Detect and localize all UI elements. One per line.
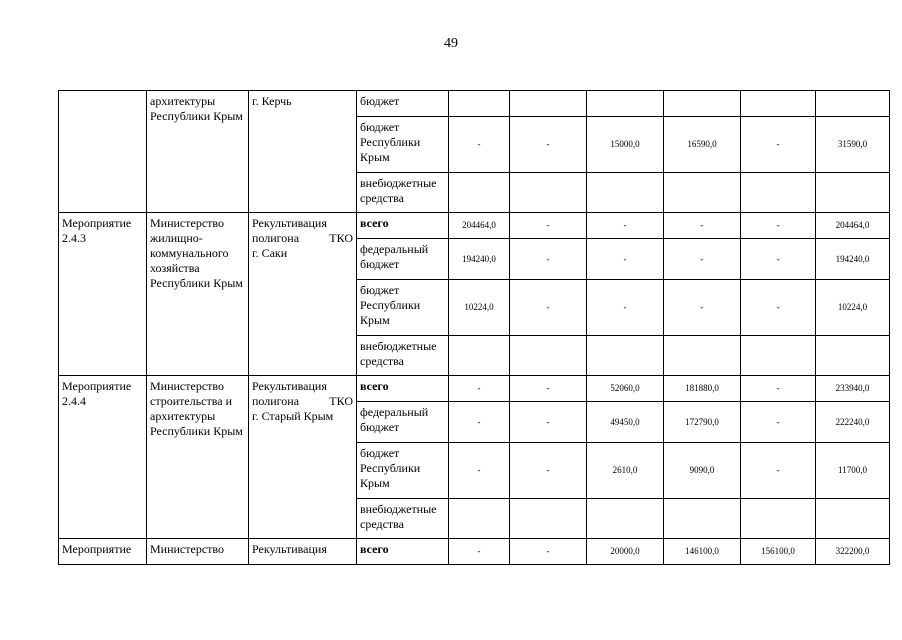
- value-cell: 10224,0: [816, 280, 890, 336]
- object-line: г. Саки: [252, 246, 288, 260]
- value-cell: -: [449, 539, 510, 565]
- value-cell: [664, 173, 741, 213]
- source-cell: федеральный бюджет: [357, 402, 449, 443]
- value-cell: 194240,0: [449, 239, 510, 280]
- source-cell: бюджет Республики Крым: [357, 280, 449, 336]
- value-cell: [664, 499, 741, 539]
- value-cell: -: [741, 376, 816, 402]
- value-cell: -: [510, 239, 587, 280]
- source-cell: бюджет: [357, 91, 449, 117]
- value-cell: 156100,0: [741, 539, 816, 565]
- value-cell: -: [664, 213, 741, 239]
- org-cell: Министерство строительства и архитектуры Республики Крым: [147, 376, 249, 539]
- value-cell: [587, 336, 664, 376]
- value-cell: -: [449, 376, 510, 402]
- event-cell: Мероприятие 2.4.3: [59, 213, 147, 376]
- value-cell: [510, 91, 587, 117]
- value-cell: [587, 499, 664, 539]
- value-cell: -: [741, 280, 816, 336]
- source-cell: внебюджетные средства: [357, 336, 449, 376]
- value-cell: -: [741, 117, 816, 173]
- object-cell: [249, 376, 357, 539]
- source-cell: всего: [357, 539, 449, 565]
- value-cell: -: [510, 376, 587, 402]
- value-cell: [587, 173, 664, 213]
- value-cell: -: [449, 402, 510, 443]
- value-cell: 204464,0: [449, 213, 510, 239]
- value-cell: -: [510, 117, 587, 173]
- object-line: Рекультивация: [252, 379, 327, 393]
- value-cell: [741, 173, 816, 213]
- page-number: 49: [444, 36, 458, 51]
- funding-table: [58, 90, 890, 565]
- value-cell: -: [449, 117, 510, 173]
- value-cell: 2610,0: [587, 443, 664, 499]
- source-cell: внебюджетные средства: [357, 173, 449, 213]
- value-cell: -: [449, 443, 510, 499]
- org-cell: Министерство жилищно-коммунального хозяйства Республики Крым: [147, 213, 249, 376]
- value-cell: 9090,0: [664, 443, 741, 499]
- object-line: полигона ТКО: [252, 394, 353, 408]
- value-cell: 233940,0: [816, 376, 890, 402]
- value-cell: -: [510, 539, 587, 565]
- value-cell: [449, 173, 510, 213]
- value-cell: 172790,0: [664, 402, 741, 443]
- value-cell: 146100,0: [664, 539, 741, 565]
- org-cell: Министерство: [147, 539, 249, 565]
- value-cell: -: [587, 280, 664, 336]
- value-cell: 222240,0: [816, 402, 890, 443]
- value-cell: [816, 499, 890, 539]
- object-line: Рекультивация: [252, 216, 327, 230]
- value-cell: 194240,0: [816, 239, 890, 280]
- value-cell: -: [587, 239, 664, 280]
- object-line: г. Старый Крым: [252, 409, 334, 423]
- value-cell: [449, 336, 510, 376]
- table-row: [59, 376, 890, 402]
- value-cell: [510, 336, 587, 376]
- value-cell: 52060,0: [587, 376, 664, 402]
- object-cell: [249, 213, 357, 376]
- table-row: [59, 213, 890, 239]
- event-cell: Мероприятие: [59, 539, 147, 565]
- source-cell: бюджет Республики Крым: [357, 117, 449, 173]
- value-cell: [510, 173, 587, 213]
- value-cell: 204464,0: [816, 213, 890, 239]
- value-cell: 15000,0: [587, 117, 664, 173]
- event-cell: Мероприятие 2.4.4: [59, 376, 147, 539]
- table-row: [59, 539, 890, 565]
- value-cell: [816, 91, 890, 117]
- value-cell: 20000,0: [587, 539, 664, 565]
- source-cell: бюджет Республики Крым: [357, 443, 449, 499]
- value-cell: [741, 499, 816, 539]
- value-cell: [587, 91, 664, 117]
- value-cell: -: [741, 239, 816, 280]
- value-cell: -: [510, 402, 587, 443]
- object-cell: г. Керчь: [249, 91, 357, 213]
- value-cell: [816, 336, 890, 376]
- source-cell: всего: [357, 213, 449, 239]
- value-cell: [449, 91, 510, 117]
- source-cell: всего: [357, 376, 449, 402]
- value-cell: [510, 499, 587, 539]
- object-cell: Рекультивация: [249, 539, 357, 565]
- value-cell: -: [664, 280, 741, 336]
- source-cell: федеральный бюджет: [357, 239, 449, 280]
- object-line: полигона ТКО: [252, 231, 353, 245]
- value-cell: [664, 91, 741, 117]
- event-cell: [59, 91, 147, 213]
- value-cell: 322200,0: [816, 539, 890, 565]
- value-cell: [449, 499, 510, 539]
- source-cell: внебюджетные средства: [357, 499, 449, 539]
- value-cell: [816, 173, 890, 213]
- value-cell: [741, 91, 816, 117]
- value-cell: -: [741, 402, 816, 443]
- value-cell: -: [510, 213, 587, 239]
- value-cell: -: [741, 443, 816, 499]
- org-cell: архитектуры Республики Крым: [147, 91, 249, 213]
- value-cell: 49450,0: [587, 402, 664, 443]
- value-cell: -: [510, 443, 587, 499]
- value-cell: 11700,0: [816, 443, 890, 499]
- table-row: [59, 91, 890, 117]
- value-cell: -: [741, 213, 816, 239]
- value-cell: -: [664, 239, 741, 280]
- value-cell: 16590,0: [664, 117, 741, 173]
- value-cell: -: [510, 280, 587, 336]
- value-cell: [741, 336, 816, 376]
- value-cell: 10224,0: [449, 280, 510, 336]
- value-cell: -: [587, 213, 664, 239]
- value-cell: 181880,0: [664, 376, 741, 402]
- value-cell: [664, 336, 741, 376]
- value-cell: 31590,0: [816, 117, 890, 173]
